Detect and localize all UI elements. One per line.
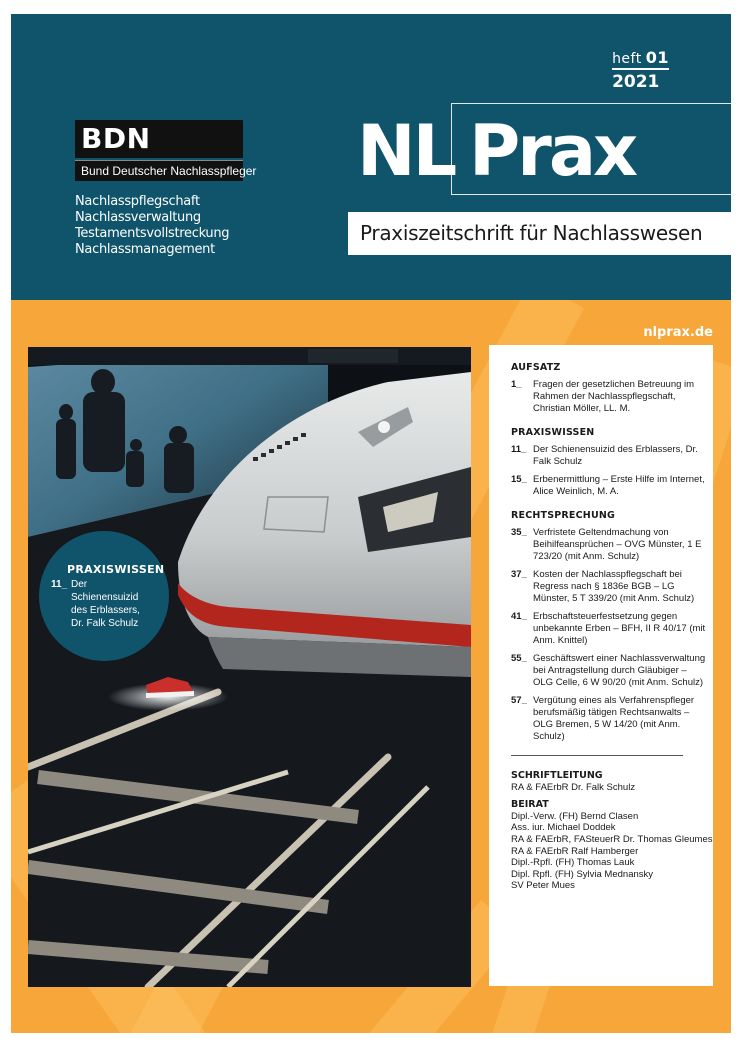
toc-entry-text: Erbenermittlung – Erste Hilfe im Internet, Alice Weinlich, M. A. bbox=[533, 474, 705, 497]
toc-section-title: RECHTSPRECHUNG bbox=[511, 510, 616, 521]
board-heading: BEIRAT bbox=[511, 799, 549, 811]
board-member: Ass. iur. Michael Doddek bbox=[511, 822, 616, 834]
issue-number: 01 bbox=[645, 48, 669, 67]
issue-info bbox=[612, 48, 669, 92]
board-member: RA & FAErbR, FASteuerR Dr. Thomas Gleumes bbox=[511, 833, 713, 845]
toc-page-number: 57_ bbox=[511, 695, 527, 706]
badge-heading: PRAXISWISSEN bbox=[67, 563, 165, 576]
toc-page-number: 1_ bbox=[511, 379, 522, 390]
editor-name: RA & FAErbR Dr. Falk Schulz bbox=[511, 781, 636, 793]
cover-illustration bbox=[28, 347, 471, 987]
service-item: Nachlasspflegschaft bbox=[75, 194, 200, 209]
bdn-full: Bund Deutscher Nachlasspfleger bbox=[75, 160, 243, 181]
service-item: Nachlassverwaltung bbox=[75, 210, 201, 225]
table-of-contents bbox=[489, 345, 713, 986]
toc-entry[interactable] bbox=[511, 569, 713, 605]
editor-heading: SCHRIFTLEITUNG bbox=[511, 770, 603, 781]
toc-page-number: 15_ bbox=[511, 474, 527, 485]
board-member: Dipl. Rpfl. (FH) Sylvia Mednansky bbox=[511, 868, 654, 880]
board-member: Dipl.-Rpfl. (FH) Thomas Lauk bbox=[511, 857, 635, 869]
subtitle-banner: Praxiszeitschrift für Nachlasswesen bbox=[348, 212, 731, 255]
board-member: SV Peter Mues bbox=[511, 880, 575, 892]
toc-divider bbox=[511, 755, 683, 756]
badge-item bbox=[51, 578, 169, 630]
badge-text: Der Schienensuizid des Erblassers, Dr. Falk Schulz bbox=[71, 579, 140, 629]
toc-entry-text: Fragen der gesetzlichen Betreuung im Rahmen der Nachlasspflegschaft, Christian Möller, LL. M. bbox=[533, 379, 695, 414]
toc-entry-text: Erbschaftsteuerfestsetzung gegen unbekannte Erben – BFH, II R 40/17 (mit Anm. Knittel) bbox=[533, 611, 706, 646]
toc-entry[interactable] bbox=[511, 611, 713, 647]
toc-page-number: 11_ bbox=[511, 444, 527, 455]
bdn-logo bbox=[75, 120, 257, 181]
toc-entry[interactable] bbox=[511, 379, 713, 415]
issue-year: 2021 bbox=[612, 72, 660, 92]
toc-entry[interactable] bbox=[511, 653, 713, 689]
toc-page-number: 55_ bbox=[511, 653, 527, 664]
badge-page-number: 11_ bbox=[51, 579, 68, 590]
board-member: Dipl.-Verw. (FH) Bernd Clasen bbox=[511, 810, 639, 822]
toc-section bbox=[511, 362, 713, 415]
toc-entry-text: Verfristete Geltendmachung von Beihilfeansprüchen – OVG Münster, 1 E 723/20 (mit Anm. Schulz) bbox=[533, 527, 702, 562]
bdn-short: BDN bbox=[75, 120, 243, 158]
toc-section bbox=[511, 510, 713, 743]
toc-entry[interactable] bbox=[511, 695, 713, 743]
service-item: Testamentsvollstreckung bbox=[75, 226, 230, 241]
toc-page-number: 41_ bbox=[511, 611, 527, 622]
board-member: RA & FAErbR Ralf Hamberger bbox=[511, 845, 639, 857]
magazine-cover bbox=[11, 14, 731, 1033]
toc-section-title: PRAXISWISSEN bbox=[511, 427, 595, 438]
issue-label: heft bbox=[612, 51, 642, 67]
masthead bbox=[511, 770, 713, 892]
toc-entry[interactable] bbox=[511, 444, 713, 468]
toc-entry-text: Geschäftswert einer Nachlassverwaltung bei Antragstellung durch Gläubiger – OLG Celle, 6 W 90/20 (mit Anm. Schulz) bbox=[533, 653, 706, 688]
service-item: Nachlassmanagement bbox=[75, 242, 215, 257]
toc-entry-text: Der Schienensuizid des Erblassers, Dr. Falk Schulz bbox=[533, 444, 698, 467]
toc-entry-text: Kosten der Nachlasspflegschaft bei Regress nach § 1836e BGB – LG Münster, 5 T 339/20 (mit Anm. Schulz) bbox=[533, 569, 695, 604]
toc-entry-text: Vergütung eines als Verfahrenspfleger berufsmäßig tätigen Rechtsanwalts – OLG Bremen, 5 W 14/20 (mit Anm. Schulz) bbox=[533, 695, 695, 742]
feature-badge[interactable] bbox=[39, 531, 169, 661]
toc-page-number: 37_ bbox=[511, 569, 527, 580]
title-nl: NL bbox=[357, 110, 455, 192]
toc-entry[interactable] bbox=[511, 527, 713, 563]
services-list bbox=[75, 194, 229, 258]
toc-page-number: 35_ bbox=[511, 527, 527, 538]
title-prax: Prax bbox=[469, 110, 636, 192]
toc-entry[interactable] bbox=[511, 474, 713, 498]
toc-sections bbox=[511, 362, 713, 743]
toc-section-title: AUFSATZ bbox=[511, 362, 561, 373]
website-url[interactable]: nlprax.de bbox=[643, 325, 713, 340]
board-list bbox=[511, 811, 713, 892]
cover-header bbox=[11, 14, 731, 300]
toc-section bbox=[511, 427, 713, 498]
